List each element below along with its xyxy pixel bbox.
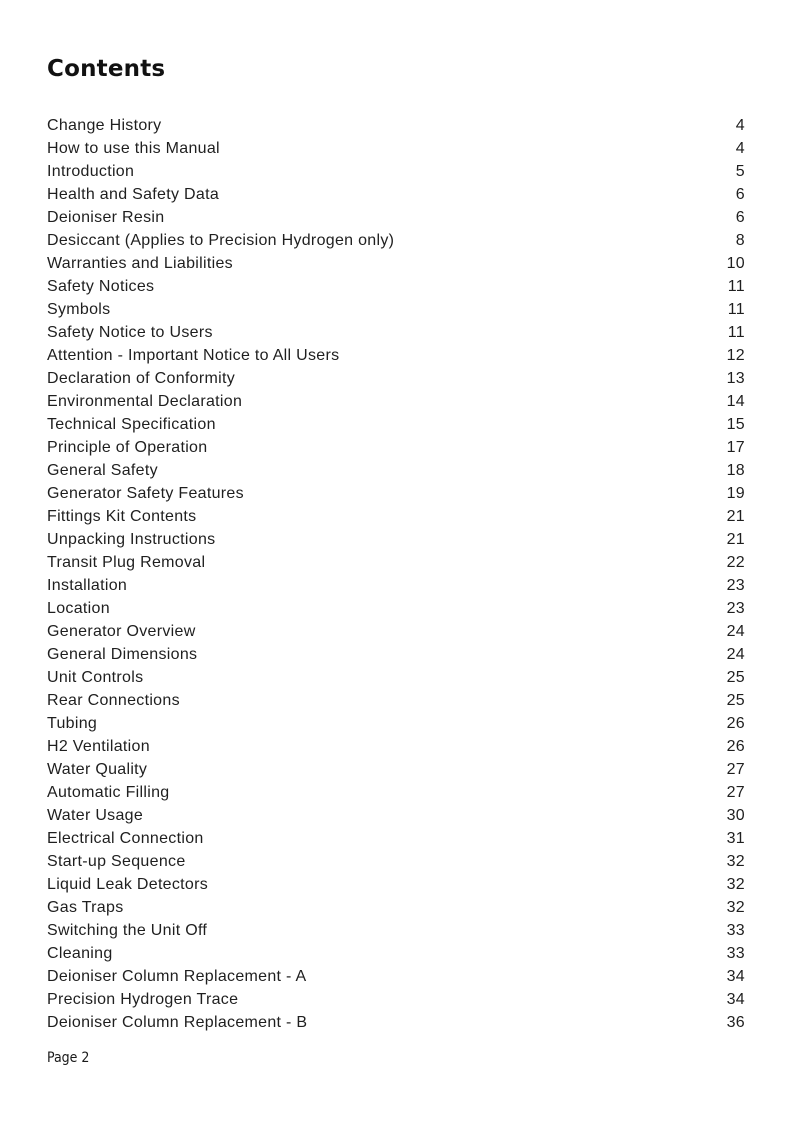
toc-entry-page-number: 11 [727,278,745,295]
toc-entry[interactable] [47,965,745,988]
toc-entry-page-number: 21 [726,508,745,525]
page-number: Page 2 [47,1050,90,1066]
toc-entry[interactable] [47,344,745,367]
toc-entry[interactable] [47,896,745,919]
toc-entry-page-number: 21 [726,531,745,548]
toc-entry-page-number: 25 [726,692,745,709]
toc-entry-title: Generator Safety Features [47,485,244,502]
toc-entry[interactable] [47,574,745,597]
toc-entry[interactable] [47,206,745,229]
toc-entry-title: Precision Hydrogen Trace [47,991,239,1008]
toc-entry[interactable] [47,252,745,275]
toc-entry-page-number: 13 [726,370,745,387]
toc-entry[interactable] [47,528,745,551]
toc-entry-title: Gas Traps [47,899,124,916]
toc-entry-title: General Safety [47,462,158,479]
toc-entry-page-number: 30 [726,807,745,824]
toc-entry-page-number: 8 [735,232,745,249]
toc-entry[interactable] [47,482,745,505]
toc-entry-title: Automatic Filling [47,784,170,801]
toc-entry-title: Change History [47,117,162,134]
toc-entry-page-number: 26 [726,715,745,732]
toc-entry-title: Technical Specification [47,416,216,433]
toc-entry-page-number: 10 [726,255,745,272]
toc-entry-page-number: 11 [727,301,745,318]
toc-entry[interactable] [47,827,745,850]
toc-entry-title: Start-up Sequence [47,853,186,870]
toc-entry[interactable] [47,781,745,804]
toc-entry-page-number: 4 [735,140,745,157]
toc-entry-page-number: 24 [726,623,745,640]
toc-entry-title: Electrical Connection [47,830,204,847]
toc-entry-title: Deioniser Column Replacement - B [47,1014,308,1031]
toc-entry-page-number: 23 [726,600,745,617]
toc-entry-title: Introduction [47,163,135,180]
toc-entry-title: Declaration of Conformity [47,370,236,387]
toc-entry-title: Transit Plug Removal [47,554,206,571]
toc-entry[interactable] [47,160,745,183]
toc-entry[interactable] [47,666,745,689]
toc-entry[interactable] [47,735,745,758]
toc-entry-page-number: 4 [735,117,745,134]
toc-entry-title: Principle of Operation [47,439,208,456]
toc-entry[interactable] [47,298,745,321]
toc-entry-page-number: 32 [726,899,745,916]
toc-entry-title: Warranties and Liabilities [47,255,233,272]
toc-entry-title: Water Usage [47,807,144,824]
toc-entry-page-number: 26 [726,738,745,755]
toc-entry[interactable] [47,620,745,643]
toc-entry-title: Location [47,600,110,617]
toc-entry-title: Environmental Declaration [47,393,243,410]
toc-entry-page-number: 32 [726,853,745,870]
toc-entry-title: Health and Safety Data [47,186,220,203]
toc-entry-title: Installation [47,577,128,594]
toc-entry-page-number: 36 [726,1014,745,1031]
toc-entry-page-number: 32 [726,876,745,893]
toc-entry-title: Tubing [47,715,98,732]
toc-entry[interactable] [47,643,745,666]
toc-entry[interactable] [47,413,745,436]
toc-entry-page-number: 19 [726,485,745,502]
toc-entry-page-number: 27 [726,761,745,778]
toc-entry-page-number: 23 [726,577,745,594]
toc-entry-title: Symbols [47,301,111,318]
table-of-contents [47,114,745,1034]
toc-entry[interactable] [47,1011,745,1034]
toc-entry-title: Liquid Leak Detectors [47,876,209,893]
toc-entry-title: Rear Connections [47,692,180,709]
toc-entry[interactable] [47,321,745,344]
toc-entry[interactable] [47,367,745,390]
toc-entry[interactable] [47,229,745,252]
toc-entry-title: Deioniser Resin [47,209,165,226]
toc-entry-title: Unpacking Instructions [47,531,216,548]
toc-entry[interactable] [47,988,745,1011]
toc-entry-page-number: 34 [726,968,745,985]
toc-entry-title: General Dimensions [47,646,198,663]
toc-entry[interactable] [47,183,745,206]
toc-entry[interactable] [47,804,745,827]
toc-entry-title: H2 Ventilation [47,738,150,755]
toc-entry[interactable] [47,712,745,735]
toc-entry-page-number: 34 [726,991,745,1008]
toc-entry[interactable] [47,850,745,873]
toc-entry-page-number: 27 [726,784,745,801]
toc-entry-page-number: 24 [726,646,745,663]
toc-entry-page-number: 31 [726,830,745,847]
toc-entry[interactable] [47,551,745,574]
toc-entry-page-number: 33 [726,945,745,962]
toc-entry-title: Safety Notices [47,278,155,295]
toc-entry[interactable] [47,275,745,298]
toc-entry[interactable] [47,137,745,160]
toc-entry[interactable] [47,758,745,781]
toc-entry-title: Switching the Unit Off [47,922,208,939]
toc-entry-title: Water Quality [47,761,148,778]
toc-entry[interactable] [47,689,745,712]
toc-entry-page-number: 6 [735,209,745,226]
toc-entry[interactable] [47,436,745,459]
toc-entry-page-number: 5 [735,163,745,180]
toc-entry-title: Cleaning [47,945,113,962]
toc-entry-title: Generator Overview [47,623,196,640]
toc-entry-page-number: 33 [726,922,745,939]
toc-entry-page-number: 14 [726,393,745,410]
toc-entry[interactable] [47,942,745,965]
toc-entry-page-number: 12 [726,347,745,364]
toc-entry[interactable] [47,114,745,137]
toc-entry[interactable] [47,459,745,482]
toc-entry[interactable] [47,390,745,413]
toc-entry-title: Fittings Kit Contents [47,508,197,525]
toc-entry-page-number: 22 [726,554,745,571]
toc-entry-title: Attention - Important Notice to All Users [47,347,340,364]
toc-entry-title: Desiccant (Applies to Precision Hydrogen only) [47,232,395,249]
toc-entry[interactable] [47,873,745,896]
toc-entry[interactable] [47,919,745,942]
toc-entry-page-number: 25 [726,669,745,686]
toc-entry-page-number: 11 [727,324,745,341]
page-title: Contents [47,56,166,82]
toc-entry-title: How to use this Manual [47,140,220,157]
toc-entry-title: Safety Notice to Users [47,324,213,341]
toc-entry-title: Unit Controls [47,669,144,686]
toc-entry-page-number: 6 [735,186,745,203]
toc-entry-title: Deioniser Column Replacement - A [47,968,307,985]
toc-entry-page-number: 17 [726,439,745,456]
toc-entry[interactable] [47,597,745,620]
toc-entry-page-number: 15 [726,416,745,433]
toc-entry-page-number: 18 [726,462,745,479]
toc-entry[interactable] [47,505,745,528]
